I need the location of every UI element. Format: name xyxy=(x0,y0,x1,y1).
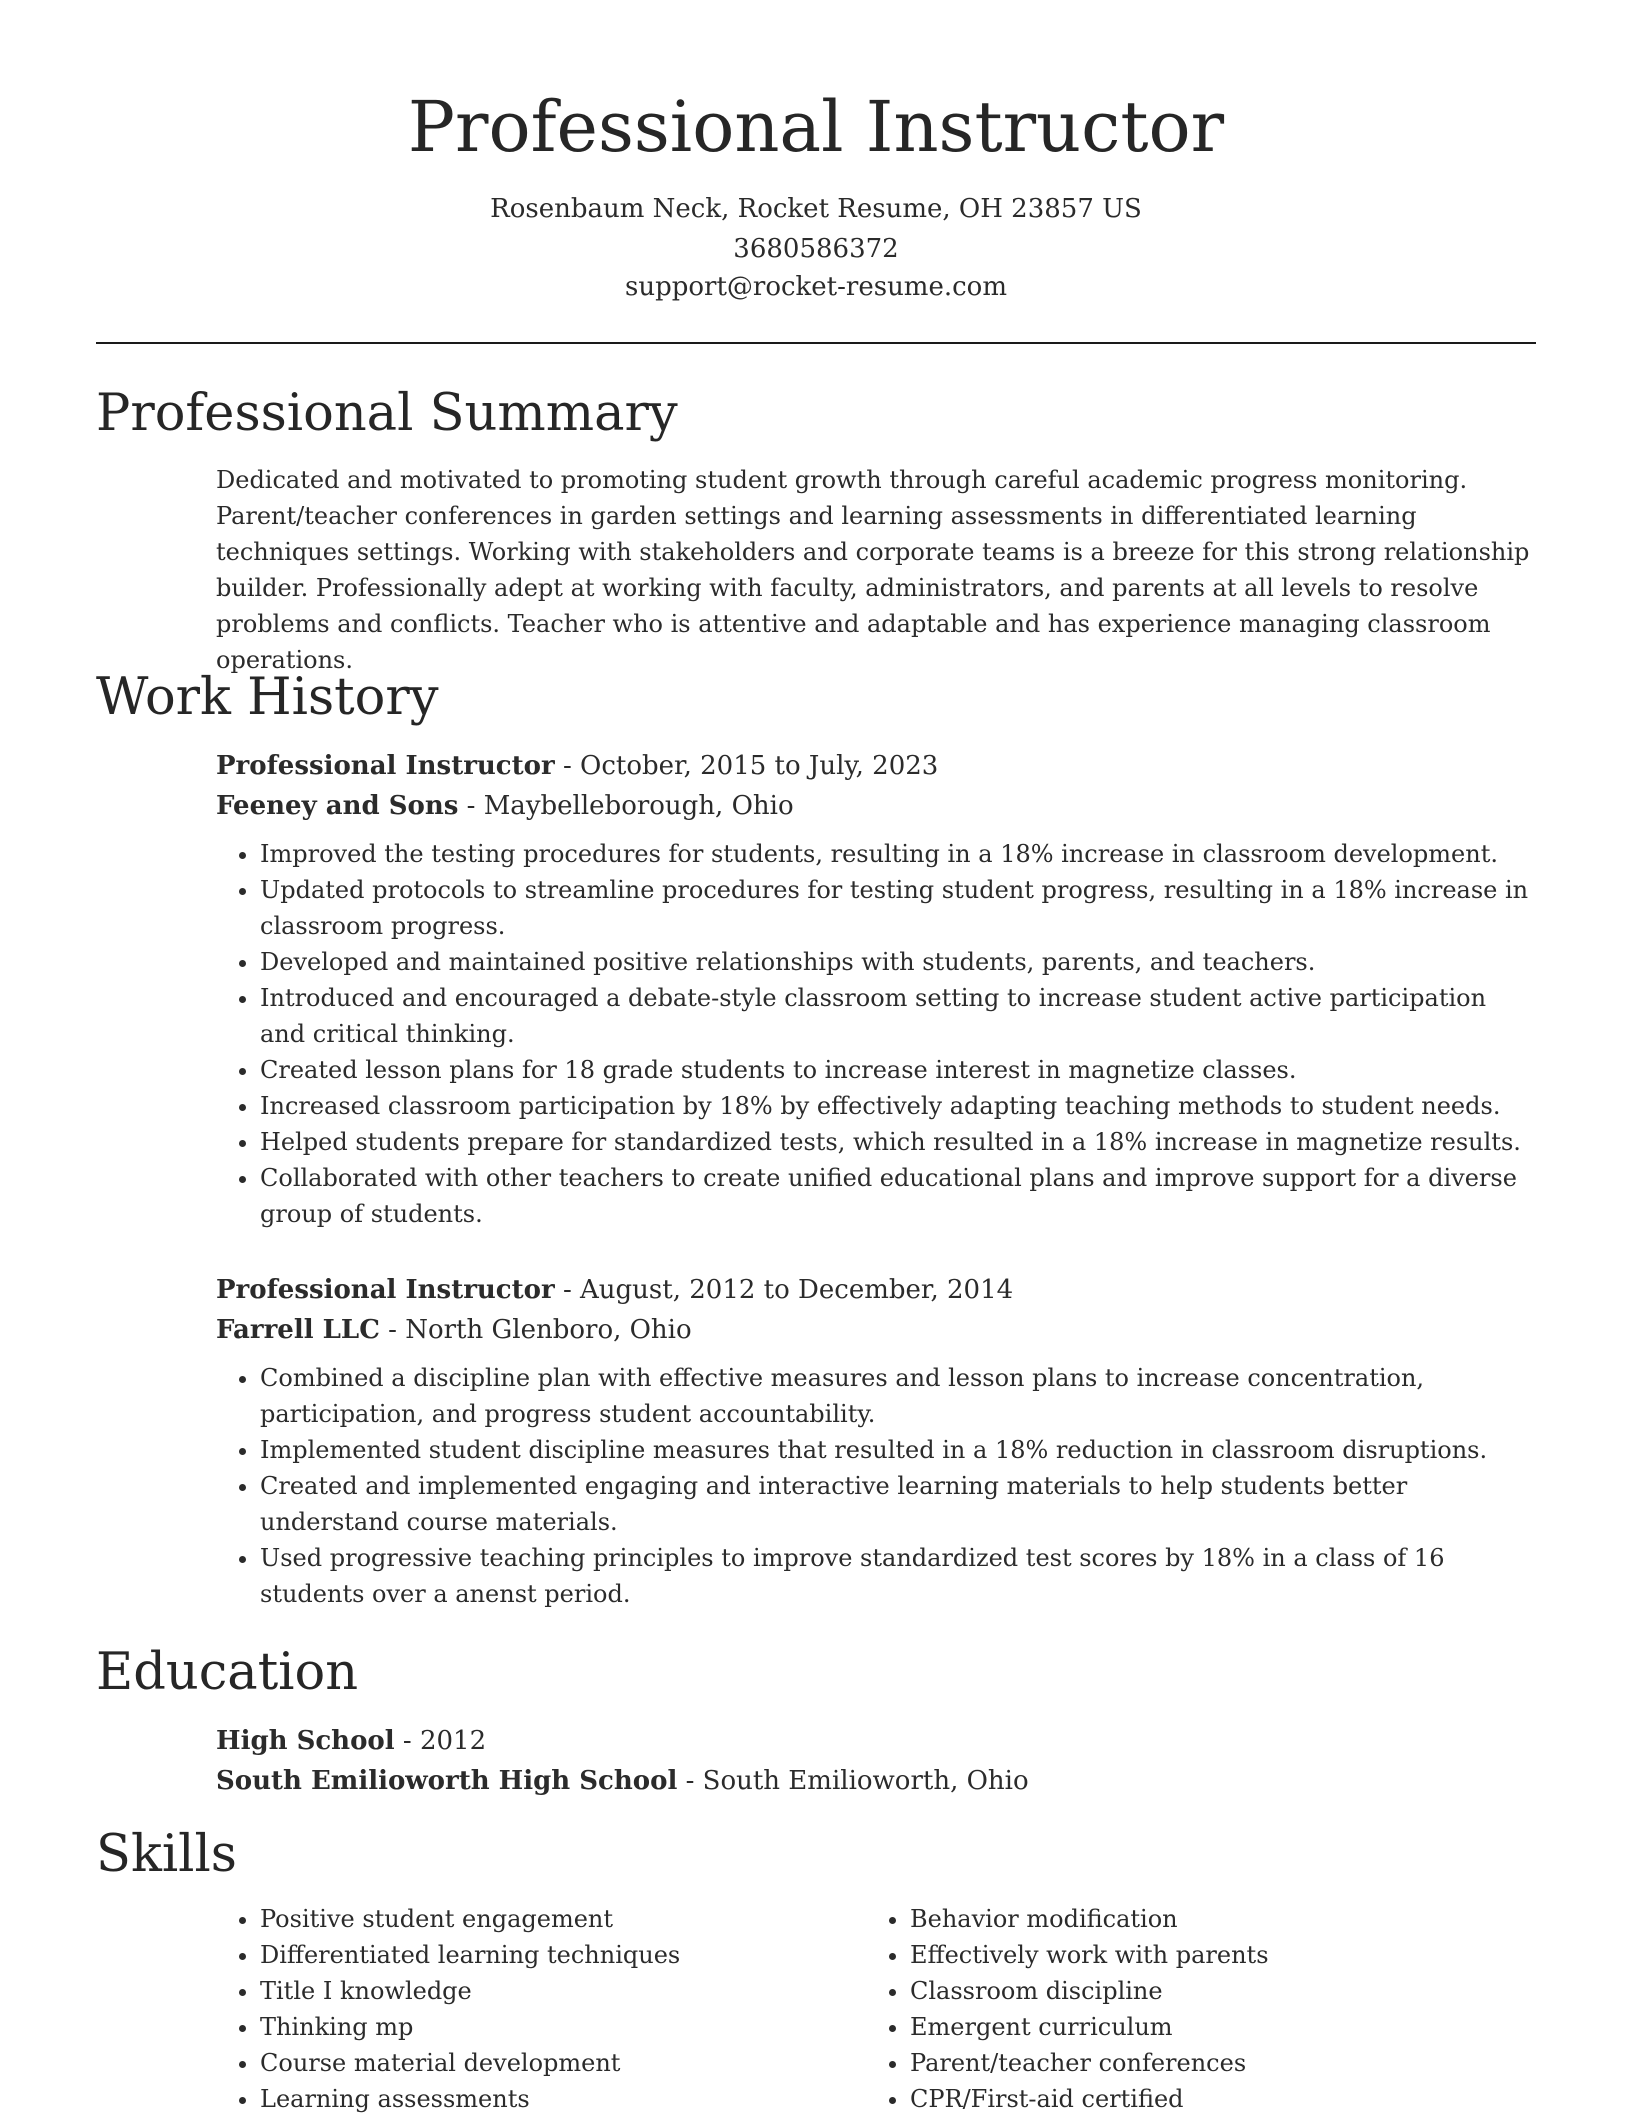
job-entry xyxy=(216,746,1536,1232)
skill-item: • Classroom discipline xyxy=(910,1973,1506,2009)
job-bullet: • Improved the testing procedures for students, resulting in a 18% increase in classroom development. xyxy=(260,836,1536,872)
job-company: Feeney and Sons xyxy=(216,791,459,821)
job-company: Farrell LLC xyxy=(216,1315,380,1345)
header-divider xyxy=(96,342,1536,344)
skill-item: • Positive student engagement xyxy=(260,1901,856,1937)
job-bullet: • Used progressive teaching principles to improve standardized test scores by 18% in a class of 16 students over a anenst period. xyxy=(260,1540,1536,1612)
job-bullet: • Developed and maintained positive relationships with students, parents, and teachers. xyxy=(260,944,1536,980)
job-dates: - August, 2012 to December, 2014 xyxy=(554,1275,1014,1305)
skill-item: • Differentiated learning techniques xyxy=(260,1937,856,1973)
job-role: Professional Instructor xyxy=(216,751,555,781)
job-location: - North Glenboro, Ohio xyxy=(379,1315,692,1345)
job-bullet: • Helped students prepare for standardized tests, which resulted in a 18% increase in magnetize results. xyxy=(260,1124,1536,1160)
education-entry xyxy=(216,1721,1536,1801)
education-school: South Emilioworth High School xyxy=(216,1766,678,1796)
job-bullet: • Increased classroom participation by 18% by effectively adapting teaching methods to student needs. xyxy=(260,1088,1536,1124)
skill-item: • Emergent curriculum xyxy=(910,2009,1506,2045)
job-company-line xyxy=(216,786,1536,826)
job-entry xyxy=(216,1270,1536,1612)
skill-item: • Effectively work with parents xyxy=(910,1937,1506,1973)
job-bullets xyxy=(216,1360,1536,1612)
education-year: - 2012 xyxy=(394,1726,487,1756)
skill-item: • Parent/teacher conferences xyxy=(910,2045,1506,2081)
job-bullet: • Implemented student discipline measures that resulted in a 18% reduction in classroom disruptions. xyxy=(260,1432,1536,1468)
job-title-line xyxy=(216,1270,1536,1310)
skill-item: • Course material development xyxy=(260,2045,856,2081)
job-company-line xyxy=(216,1310,1536,1350)
education-degree-line xyxy=(216,1721,1536,1761)
skill-item: • CPR/First-aid certified xyxy=(910,2081,1506,2117)
skill-item: • Thinking mp xyxy=(260,2009,856,2045)
skill-item: • Title I knowledge xyxy=(260,1973,856,2009)
phone: 3680586372 xyxy=(733,234,899,264)
email: support@rocket-resume.com xyxy=(624,272,1007,302)
education-degree: High School xyxy=(216,1726,395,1756)
job-bullet: • Created and implemented engaging and interactive learning materials to help students better understand course materials. xyxy=(260,1468,1536,1540)
job-location: - Maybelleborough, Ohio xyxy=(458,791,794,821)
skills-heading: Skills xyxy=(96,1825,237,1884)
summary-block xyxy=(216,462,1536,678)
job-bullet: • Introduced and encouraged a debate-style classroom setting to increase student active participation and critical thinking. xyxy=(260,980,1536,1052)
skills-column-left xyxy=(216,1901,856,2117)
work-history-heading: Work History xyxy=(96,668,439,727)
address: Rosenbaum Neck, Rocket Resume, OH 23857 US xyxy=(490,194,1142,224)
job-title-line xyxy=(216,746,1536,786)
skills-column-right xyxy=(866,1901,1506,2117)
skill-item: • Behavior modification xyxy=(910,1901,1506,1937)
summary-text: Dedicated and motivated to promoting student growth through careful academic progress monitoring. Parent/teacher conferences in garden settings and learning assessments in differentiated learning techniques settings. Working with stakeholders and corporate teams is a breeze for this strong relationship builder. Professionally adept at working with faculty, administrators, and parents at all levels to resolve problems and conflicts. Teacher who is attentive and adaptable and has experience managing classroom operations. xyxy=(216,466,1530,674)
education-school-line xyxy=(216,1761,1536,1801)
job-bullet: • Updated protocols to streamline procedures for testing student progress, resulting in a 18% increase in classroom progress. xyxy=(260,872,1536,944)
education-location: - South Emilioworth, Ohio xyxy=(677,1766,1029,1796)
job-bullet: • Collaborated with other teachers to create unified educational plans and improve support for a diverse group of students. xyxy=(260,1160,1536,1232)
skill-item: • Learning assessments xyxy=(260,2081,856,2117)
education-heading: Education xyxy=(96,1643,359,1702)
job-bullet: • Combined a discipline plan with effective measures and lesson plans to increase concentration, participation, and progress student accountability. xyxy=(260,1360,1536,1432)
summary-heading: Professional Summary xyxy=(96,384,678,443)
job-bullets xyxy=(216,836,1536,1232)
candidate-name: Professional Instructor xyxy=(407,86,1225,168)
job-bullet: • Created lesson plans for 18 grade students to increase interest in magnetize classes. xyxy=(260,1052,1536,1088)
job-role: Professional Instructor xyxy=(216,1275,555,1305)
job-dates: - October, 2015 to July, 2023 xyxy=(554,751,939,781)
